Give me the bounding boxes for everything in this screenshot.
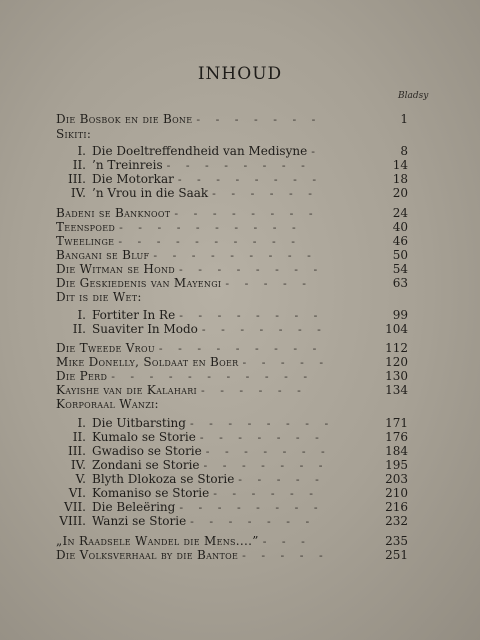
entry-title: Die Uitbarsting bbox=[92, 416, 186, 430]
page-number: 232 bbox=[385, 514, 408, 528]
leader-dashes: - - - - - - - - - bbox=[158, 342, 323, 355]
leader-dashes: - - - - - - - bbox=[196, 113, 322, 126]
entry-title: Kumalo se Storie bbox=[92, 430, 196, 444]
page-number: 1 bbox=[400, 112, 408, 126]
toc-entry bbox=[56, 534, 408, 548]
entry-title: Die Geskiedenis van Mayengi bbox=[56, 276, 222, 290]
toc-entry bbox=[56, 276, 408, 290]
leader-dashes: - - - - - - - - - - - bbox=[111, 370, 314, 383]
leader-dashes: - - - - - - - - bbox=[189, 417, 335, 430]
page-number: 171 bbox=[385, 416, 408, 430]
page-number: 120 bbox=[385, 355, 408, 369]
chapter-numeral: VII. bbox=[64, 500, 86, 514]
toc-entry bbox=[56, 127, 408, 141]
leader-dashes: - - - - - bbox=[242, 549, 329, 562]
leader-dashes: - - - - - - bbox=[201, 384, 307, 397]
toc-entry bbox=[56, 112, 408, 126]
chapter-numeral: V. bbox=[75, 472, 86, 486]
chapter-numeral: II. bbox=[72, 430, 86, 444]
chapter-numeral: II. bbox=[72, 322, 86, 336]
page-number: 184 bbox=[385, 444, 408, 458]
toc-entry bbox=[56, 186, 408, 200]
page-number: 104 bbox=[385, 322, 408, 336]
leader-dashes: - - - - - bbox=[225, 277, 312, 290]
toc-entry bbox=[56, 341, 408, 355]
page-number: 235 bbox=[385, 534, 408, 548]
entry-title: Teenspoed bbox=[56, 220, 116, 234]
page-number: 20 bbox=[392, 186, 408, 200]
leader-dashes: - - - - - - - - bbox=[179, 263, 324, 276]
entry-title: Tweelinge bbox=[56, 234, 115, 248]
entry-title: Suaviter In Modo bbox=[92, 322, 198, 336]
page-number: 216 bbox=[385, 500, 408, 514]
entry-title: Wanzi se Storie bbox=[92, 514, 187, 528]
page-number: 251 bbox=[385, 548, 408, 562]
toc-entry bbox=[56, 383, 408, 397]
entry-title: Die Volksverhaal by die Bantoe bbox=[56, 548, 239, 562]
page-number: 134 bbox=[385, 383, 408, 397]
leader-dashes: - - - - - - - - bbox=[166, 159, 311, 172]
leader-dashes: - - - - - - bbox=[212, 187, 318, 200]
entry-title: Blyth Dlokoza se Storie bbox=[92, 472, 235, 486]
leader-dashes: - - - - - - - - - - bbox=[118, 235, 301, 248]
page-number: 40 bbox=[392, 220, 408, 234]
leader-dashes: - - - - - bbox=[238, 473, 325, 486]
page-number: 50 bbox=[392, 248, 408, 262]
leader-dashes: - - - - - - - - bbox=[177, 173, 323, 186]
entry-title: Korporaal Wanzi: bbox=[56, 397, 159, 411]
leader-dashes: - - - - - - bbox=[213, 487, 319, 500]
chapter-numeral: III. bbox=[67, 444, 86, 458]
leader-dashes: - - - - - - - bbox=[203, 459, 329, 472]
toc-entry bbox=[56, 158, 408, 172]
entry-title: ’n Vrou in die Saak bbox=[92, 186, 209, 200]
chapter-numeral: VI. bbox=[68, 486, 86, 500]
chapter-numeral: III. bbox=[67, 172, 86, 186]
page-number: 46 bbox=[392, 234, 408, 248]
toc-entry bbox=[56, 514, 408, 528]
page-number: 99 bbox=[392, 308, 408, 322]
entry-title: Mike Donelly, Soldaat en Boer bbox=[56, 355, 239, 369]
toc-entry bbox=[56, 206, 408, 220]
page-number: 54 bbox=[392, 262, 408, 276]
entry-title: Die Witman se Hond bbox=[56, 262, 176, 276]
entry-title: Sikiti: bbox=[56, 127, 92, 141]
chapter-numeral: II. bbox=[72, 158, 86, 172]
leader-dashes: - - - - - bbox=[242, 356, 330, 369]
toc-entry bbox=[56, 430, 408, 444]
entry-title: Die Perd bbox=[56, 369, 108, 383]
leader-dashes: - - - - - - - - bbox=[179, 309, 324, 322]
leader-dashes: - - - - - - - - bbox=[174, 207, 319, 220]
toc-entry bbox=[56, 548, 408, 562]
chapter-numeral: IV. bbox=[70, 186, 86, 200]
entry-title: Badeni se Banknoot bbox=[56, 206, 171, 220]
entry-title: Die Tweede Vrou bbox=[56, 341, 155, 355]
page-number: 18 bbox=[392, 172, 408, 186]
toc-entry bbox=[56, 322, 408, 336]
toc-entry bbox=[56, 472, 408, 486]
entry-title: Die Bosbok en die Bone bbox=[56, 112, 193, 126]
toc-entry bbox=[56, 416, 408, 430]
page-column-header: Bladsy bbox=[398, 91, 429, 101]
entry-title: Die Doeltreffendheid van Medisyne bbox=[92, 144, 308, 158]
toc-entry bbox=[56, 248, 408, 262]
page-number: 130 bbox=[385, 369, 408, 383]
leader-dashes: - - - - - - - bbox=[201, 323, 327, 336]
toc-entry bbox=[56, 290, 408, 304]
toc-entry bbox=[56, 444, 408, 458]
page-number: 176 bbox=[385, 430, 408, 444]
entry-title: Zondani se Storie bbox=[92, 458, 200, 472]
toc-entry bbox=[56, 486, 408, 500]
leader-dashes: - - - - - - - - - - bbox=[119, 221, 302, 234]
chapter-numeral: I. bbox=[77, 416, 86, 430]
page-number: 24 bbox=[392, 206, 408, 220]
page-number: 195 bbox=[385, 458, 408, 472]
toc-entry bbox=[56, 172, 408, 186]
entry-title: Kayishe van die Kalahari bbox=[56, 383, 197, 397]
leader-dashes: - bbox=[311, 145, 321, 158]
entry-title: Fortiter In Re bbox=[92, 308, 176, 322]
page-number: 203 bbox=[385, 472, 408, 486]
chapter-numeral: IV. bbox=[70, 458, 86, 472]
entry-title: Die Beleëring bbox=[92, 500, 176, 514]
entry-title: Gwadiso se Storie bbox=[92, 444, 202, 458]
chapter-numeral: I. bbox=[77, 308, 86, 322]
entry-title: „In Raadsele Wandel die Mens....” bbox=[56, 534, 259, 548]
toc-entry bbox=[56, 220, 408, 234]
page-title: INHOUD bbox=[197, 64, 283, 84]
page-number: 63 bbox=[392, 276, 408, 290]
page-number: 8 bbox=[400, 144, 408, 158]
page-number: 112 bbox=[385, 341, 408, 355]
leader-dashes: - - - - - - - - - bbox=[153, 249, 317, 262]
leader-dashes: - - - bbox=[262, 535, 311, 548]
chapter-numeral: I. bbox=[77, 144, 86, 158]
toc-entry bbox=[56, 397, 408, 411]
chapter-numeral: VIII. bbox=[59, 514, 86, 528]
toc-entry bbox=[56, 369, 408, 383]
toc-entry bbox=[56, 500, 408, 514]
toc-entry bbox=[56, 458, 408, 472]
toc-entry bbox=[56, 355, 408, 369]
entry-title: Die Motorkar bbox=[92, 172, 174, 186]
page-number: 210 bbox=[385, 486, 408, 500]
entry-title: Komaniso se Storie bbox=[92, 486, 210, 500]
entry-title: Dit is die Wet: bbox=[56, 290, 142, 304]
leader-dashes: - - - - - - - bbox=[199, 431, 325, 444]
leader-dashes: - - - - - - - - bbox=[179, 501, 324, 514]
toc-entry bbox=[56, 308, 408, 322]
leader-dashes: - - - - - - - bbox=[190, 515, 316, 528]
entry-title: ’n Treinreis bbox=[92, 158, 163, 172]
toc-entry bbox=[56, 144, 408, 158]
toc-entry bbox=[56, 262, 408, 276]
toc-entry bbox=[56, 234, 408, 248]
leader-dashes: - - - - - - - bbox=[205, 445, 331, 458]
entry-title: Bangani se Bluf bbox=[56, 248, 150, 262]
page-number: 14 bbox=[392, 158, 408, 172]
